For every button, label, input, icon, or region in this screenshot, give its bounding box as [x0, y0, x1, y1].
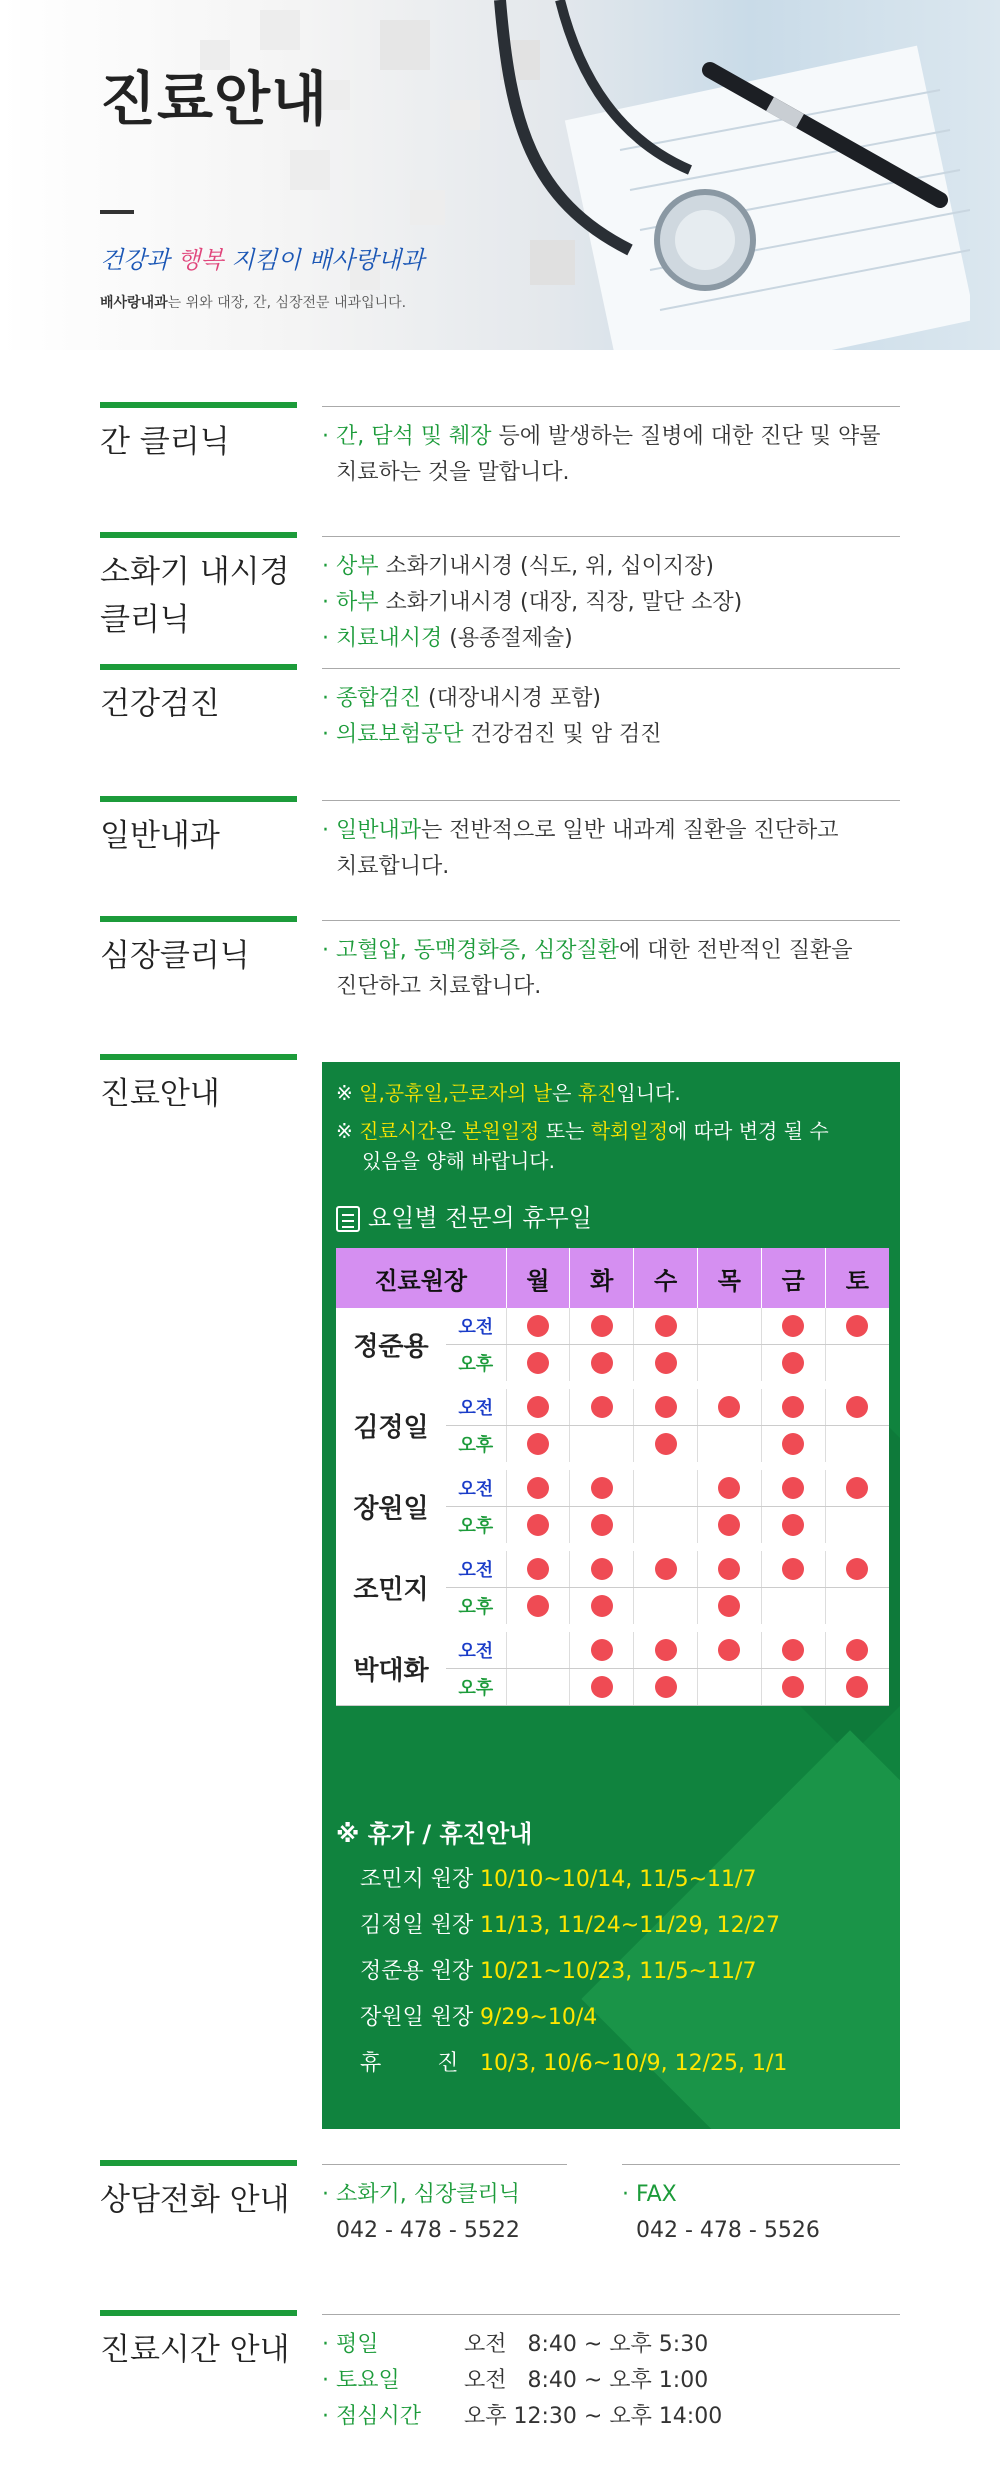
off-day-dot — [527, 1514, 549, 1536]
contact-label: · 소화기, 심장클리닉 — [322, 2182, 521, 2207]
day-cell — [506, 1385, 570, 1426]
schedule-row — [336, 1385, 889, 1426]
section-title: 간 클리닉 — [100, 424, 230, 460]
day-cell — [697, 1426, 761, 1467]
desc-line: · 간, 담석 및 췌장 등에 발생하는 질병에 대한 진단 및 약물 — [322, 424, 881, 449]
schedule-row — [336, 1466, 889, 1507]
day-cell — [697, 1466, 761, 1507]
header-day: 토 — [825, 1248, 889, 1308]
phone-number[interactable]: 042 - 478 - 5522 — [336, 2218, 520, 2243]
session-pm-label: 오후 — [446, 1426, 506, 1467]
holiday-notice: ※ 일,공휴일,근로자의 날은 휴진입니다. — [336, 1081, 681, 1105]
header-doctor: 진료원장 — [336, 1248, 506, 1308]
day-cell — [761, 1588, 825, 1629]
off-day-dot — [655, 1558, 677, 1580]
off-day-dot — [527, 1595, 549, 1617]
day-cell — [570, 1507, 634, 1548]
section-general-internal — [100, 796, 900, 906]
header-day: 금 — [761, 1248, 825, 1308]
day-cell — [634, 1345, 698, 1386]
off-day-dot — [846, 1396, 868, 1418]
doctor-off-days-table — [336, 1248, 889, 1706]
schedule-panel — [322, 1062, 900, 2129]
day-cell — [825, 1385, 889, 1426]
session-pm-label: 오후 — [446, 1345, 506, 1386]
desc-line: · 종합검진 (대장내시경 포함) — [322, 686, 601, 711]
day-cell — [697, 1547, 761, 1588]
hours-row: · 평일 오전 8:40 ~ 오후 5:30 — [322, 2332, 709, 2357]
desc-line: · 치료내시경 (용종절제술) — [322, 626, 573, 651]
off-day-dot — [782, 1676, 804, 1698]
day-cell — [634, 1385, 698, 1426]
off-day-dot — [655, 1352, 677, 1374]
day-cell — [697, 1628, 761, 1669]
session-pm-label: 오후 — [446, 1669, 506, 1706]
off-day-dot — [655, 1676, 677, 1698]
off-day-dot — [846, 1676, 868, 1698]
day-cell — [570, 1308, 634, 1345]
schedule-row — [336, 1547, 889, 1588]
day-cell — [761, 1628, 825, 1669]
day-cell — [761, 1385, 825, 1426]
desc-line: · 고혈압, 동맥경화증, 심장질환에 대한 전반적인 질환을 — [322, 938, 853, 963]
section-title: 소화기 내시경 클리닉 — [100, 554, 290, 638]
off-day-dot — [782, 1396, 804, 1418]
day-cell — [761, 1308, 825, 1345]
off-day-dot — [718, 1558, 740, 1580]
title-divider — [100, 210, 134, 214]
off-day-dot — [718, 1595, 740, 1617]
fax-number: 042 - 478 - 5526 — [636, 2218, 820, 2243]
header-day: 월 — [506, 1248, 570, 1308]
session-am-label: 오전 — [446, 1628, 506, 1669]
header-day: 수 — [634, 1248, 698, 1308]
day-cell — [634, 1588, 698, 1629]
day-cell — [697, 1308, 761, 1345]
day-cell — [570, 1426, 634, 1467]
section-health-checkup — [100, 664, 900, 784]
day-cell — [697, 1345, 761, 1386]
day-cell — [570, 1628, 634, 1669]
desc-line: · 상부 소화기내시경 (식도, 위, 십이지장) — [322, 554, 714, 579]
session-am-label: 오전 — [446, 1466, 506, 1507]
day-cell — [506, 1308, 570, 1345]
day-cell — [570, 1385, 634, 1426]
section-title: 심장클리닉 — [100, 938, 250, 974]
desc-line: 치료합니다. — [336, 854, 450, 879]
day-cell — [506, 1426, 570, 1467]
off-day-dot — [782, 1477, 804, 1499]
off-day-dot — [591, 1352, 613, 1374]
off-day-dot — [846, 1558, 868, 1580]
header-day: 화 — [570, 1248, 634, 1308]
day-cell — [506, 1507, 570, 1548]
off-day-dot — [718, 1639, 740, 1661]
day-cell — [570, 1345, 634, 1386]
section-title: 일반내과 — [100, 818, 220, 854]
day-cell — [570, 1669, 634, 1706]
day-cell — [761, 1669, 825, 1706]
slogan: 건강과 행복 지킴이 배사랑내과 — [100, 246, 425, 274]
hours-row: · 토요일 오전 8:40 ~ 오후 1:00 — [322, 2368, 709, 2393]
day-cell — [634, 1466, 698, 1507]
section-title: 상담전화 안내 — [100, 2182, 290, 2218]
off-day-dot — [782, 1315, 804, 1337]
day-cell — [506, 1547, 570, 1588]
schedule-change-notice: ※ 진료시간은 본원일정 또는 학회일정에 따라 변경 될 수 있음을 양해 바랍니다. — [336, 1119, 829, 1173]
day-cell — [825, 1345, 889, 1386]
off-day-dot — [718, 1514, 740, 1536]
section-heart-clinic — [100, 916, 900, 1026]
day-cell — [825, 1588, 889, 1629]
off-day-dot — [591, 1396, 613, 1418]
doctor-name: 김정일 — [336, 1385, 446, 1466]
day-cell — [506, 1345, 570, 1386]
day-cell — [761, 1345, 825, 1386]
day-cell — [761, 1466, 825, 1507]
day-cell — [761, 1426, 825, 1467]
off-day-dot — [655, 1315, 677, 1337]
day-cell — [825, 1308, 889, 1345]
day-cell — [634, 1308, 698, 1345]
day-cell — [506, 1669, 570, 1706]
section-endoscopy-clinic — [100, 532, 900, 662]
doctor-name: 장원일 — [336, 1466, 446, 1547]
section-title: 건강검진 — [100, 686, 220, 722]
table-header-row — [336, 1248, 889, 1308]
day-cell — [697, 1588, 761, 1629]
doctor-name: 박대화 — [336, 1628, 446, 1706]
section-title: 진료안내 — [100, 1076, 220, 1112]
desc-line: · 일반내과는 전반적으로 일반 내과계 질환을 진단하고 — [322, 818, 839, 843]
hero-banner — [0, 0, 1000, 350]
section-contact — [100, 2160, 900, 2270]
off-day-dot — [655, 1396, 677, 1418]
off-day-dot — [591, 1558, 613, 1580]
day-cell — [825, 1426, 889, 1467]
contact-label: · FAX — [622, 2182, 677, 2207]
day-cell — [506, 1628, 570, 1669]
off-day-dot — [591, 1595, 613, 1617]
stethoscope-pen-illustration — [470, 0, 970, 350]
vacation-row: 휴 진 10/3, 10/6~10/9, 12/25, 1/1 — [360, 2051, 788, 2076]
off-day-dot — [527, 1477, 549, 1499]
doctor-name: 조민지 — [336, 1547, 446, 1628]
off-day-dot — [655, 1639, 677, 1661]
day-cell — [825, 1628, 889, 1669]
off-day-dot — [846, 1639, 868, 1661]
day-cell — [761, 1507, 825, 1548]
off-day-dot — [527, 1396, 549, 1418]
day-cell — [506, 1466, 570, 1507]
section-title: 진료시간 안내 — [100, 2332, 290, 2368]
day-cell — [634, 1669, 698, 1706]
off-day-dot — [591, 1676, 613, 1698]
day-cell — [634, 1547, 698, 1588]
hero-subtitle: 배사랑내과는 위와 대장, 간, 심장전문 내과입니다. — [100, 295, 407, 311]
off-day-dot — [782, 1558, 804, 1580]
doctor-name: 정준용 — [336, 1308, 446, 1385]
off-day-dot — [527, 1352, 549, 1374]
desc-line: 치료하는 것을 말합니다. — [336, 460, 570, 485]
off-day-dot — [782, 1639, 804, 1661]
day-cell — [697, 1507, 761, 1548]
day-cell — [697, 1669, 761, 1706]
day-cell — [634, 1628, 698, 1669]
day-cell — [570, 1547, 634, 1588]
desc-line: · 하부 소화기내시경 (대장, 직장, 말단 소장) — [322, 590, 743, 615]
vacation-row: 정준용 원장 10/21~10/23, 11/5~11/7 — [360, 1959, 757, 1984]
section-hours — [100, 2310, 900, 2460]
off-day-dot — [591, 1639, 613, 1661]
page-title: 진료안내 — [100, 65, 329, 133]
off-day-dot — [846, 1315, 868, 1337]
contact-fax — [622, 2164, 900, 2249]
off-day-dot — [591, 1514, 613, 1536]
session-pm-label: 오후 — [446, 1588, 506, 1629]
off-day-dot — [527, 1558, 549, 1580]
day-cell — [570, 1588, 634, 1629]
off-day-dot — [782, 1352, 804, 1374]
day-cell — [761, 1547, 825, 1588]
desc-line: · 의료보험공단 건강검진 및 암 검진 — [322, 722, 662, 747]
day-cell — [825, 1466, 889, 1507]
vacation-row: 김정일 원장 11/13, 11/24~11/29, 12/27 — [360, 1913, 781, 1938]
vacation-row: 장원일 원장 9/29~10/4 — [360, 2005, 598, 2030]
off-day-dot — [655, 1433, 677, 1455]
day-cell — [506, 1588, 570, 1629]
header-day: 목 — [697, 1248, 761, 1308]
session-pm-label: 오후 — [446, 1507, 506, 1548]
off-day-dot — [846, 1477, 868, 1499]
day-cell — [697, 1385, 761, 1426]
day-cell — [825, 1547, 889, 1588]
off-day-dot — [718, 1477, 740, 1499]
calendar-list-icon — [336, 1206, 360, 1232]
day-cell — [825, 1669, 889, 1706]
off-day-dot — [591, 1315, 613, 1337]
vacation-row: 조민지 원장 10/10~10/14, 11/5~11/7 — [360, 1867, 757, 1892]
hours-row: · 점심시간 오후 12:30 ~ 오후 14:00 — [322, 2404, 723, 2429]
table-title: 요일별 전문의 휴무일 — [336, 1198, 592, 1233]
off-day-dot — [591, 1477, 613, 1499]
off-day-dot — [782, 1433, 804, 1455]
section-liver-clinic — [100, 402, 900, 522]
schedule-row — [336, 1628, 889, 1669]
vacation-title: ※ 휴가 / 휴진안내 — [336, 1820, 533, 1848]
session-am-label: 오전 — [446, 1547, 506, 1588]
day-cell — [634, 1426, 698, 1467]
day-cell — [634, 1507, 698, 1548]
off-day-dot — [527, 1315, 549, 1337]
contact-phone — [322, 2164, 567, 2249]
off-day-dot — [782, 1514, 804, 1536]
off-day-dot — [527, 1433, 549, 1455]
desc-line: 진단하고 치료합니다. — [336, 974, 542, 999]
session-am-label: 오전 — [446, 1385, 506, 1426]
day-cell — [570, 1466, 634, 1507]
section-bar — [100, 402, 297, 408]
session-am-label: 오전 — [446, 1308, 506, 1345]
day-cell — [825, 1507, 889, 1548]
off-day-dot — [718, 1396, 740, 1418]
schedule-row — [336, 1308, 889, 1345]
